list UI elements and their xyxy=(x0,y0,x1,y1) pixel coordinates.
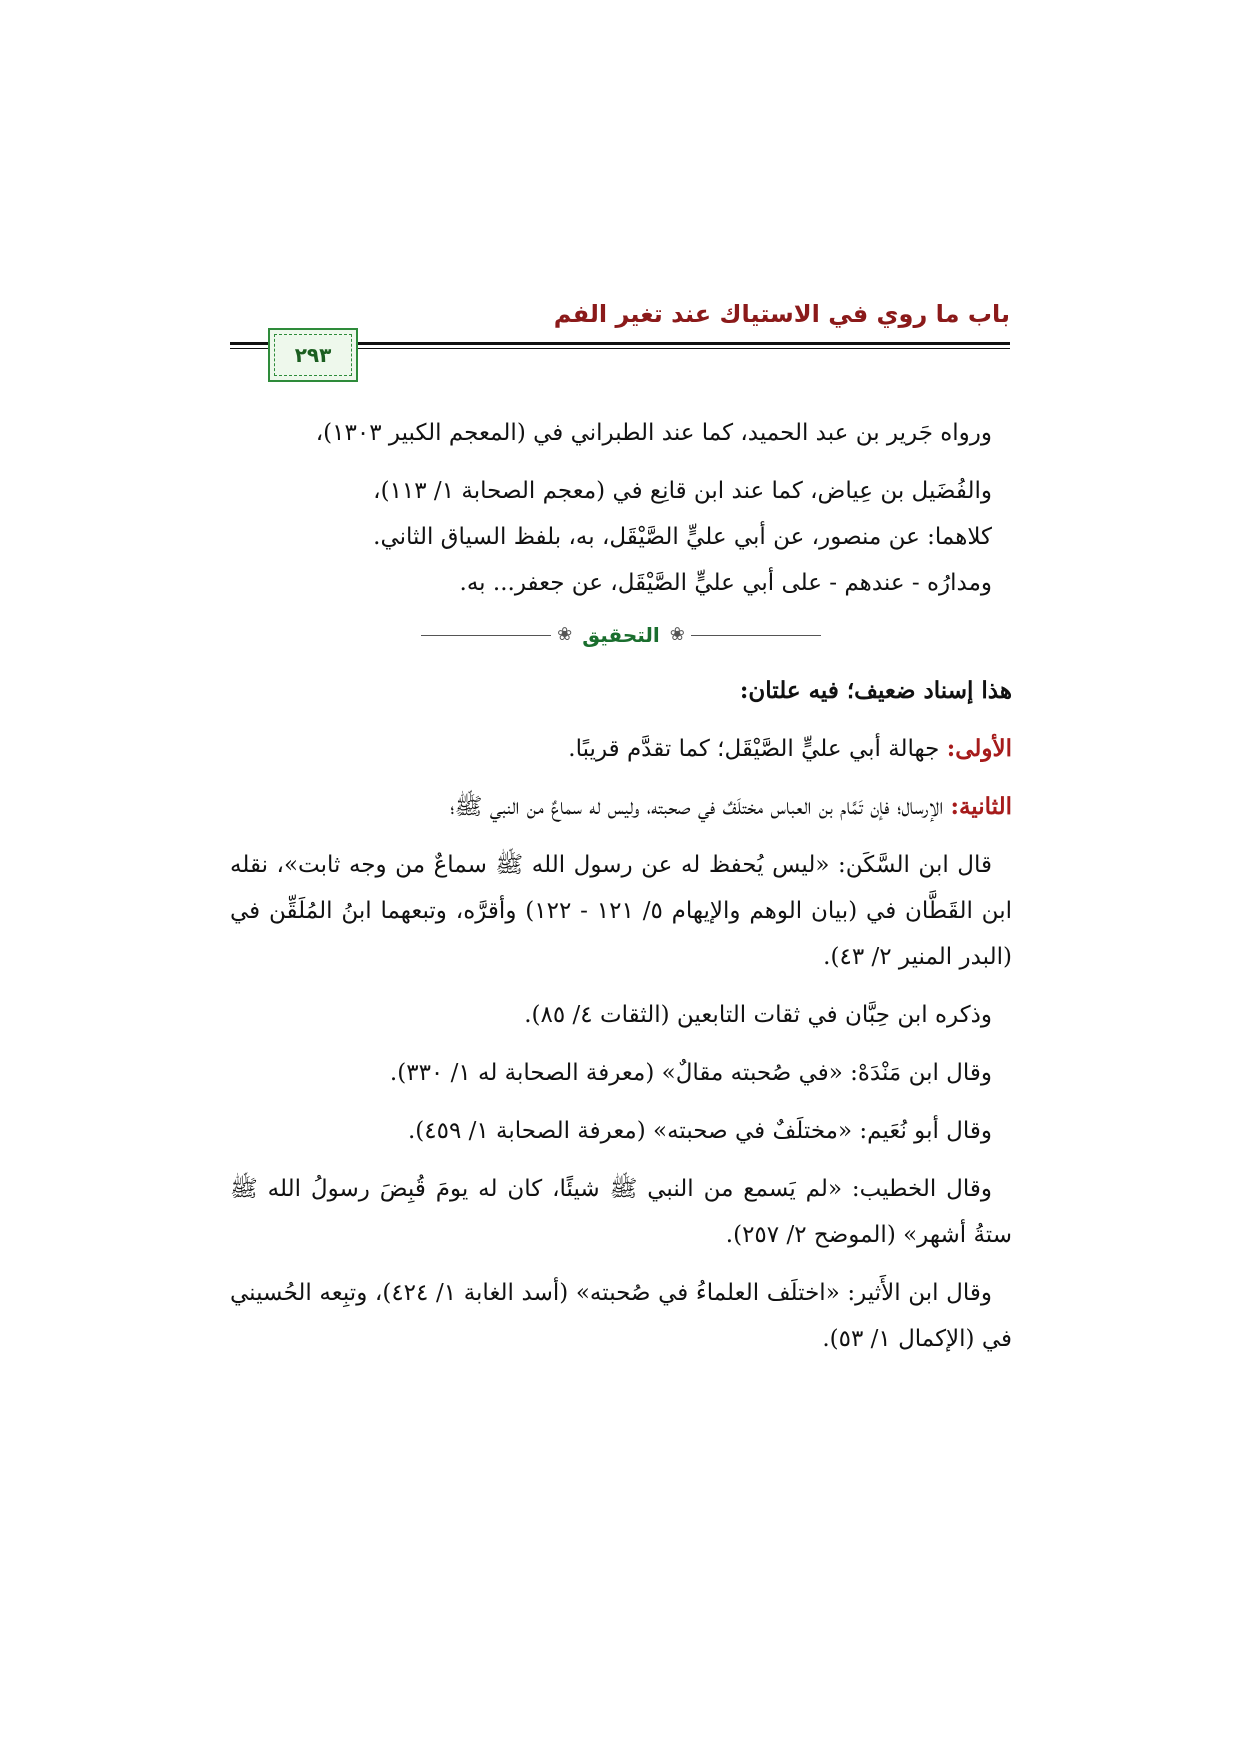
ornament-icon: ❀ xyxy=(669,624,685,645)
quote-khatib: وقال الخطيب: «لم يَسمع من النبي ﷺ شيئًا، كان له يومَ قُبِضَ رسولُ الله ﷺ ستةُ أشهر» (الموضح ٢/ ٢٥٧). xyxy=(230,1176,1012,1248)
second-text: الإرسال؛ فإن تَمَّام بن العباس مختلَفٌ في صحبته، وليس له سماعٌ من النبي ﷺ؛ xyxy=(450,794,944,820)
main-text xyxy=(230,410,1012,1374)
quote-ibn-mandah: وقال ابن مَنْدَهْ: «في صُحبته مقالٌ» (معرفة الصحابة له ١/ ٣٣٠). xyxy=(389,1060,992,1086)
divider-line-left xyxy=(421,635,551,636)
second-label: الثانية: xyxy=(950,793,1012,820)
running-title: باب ما روي في الاستياك عند تغير الفم xyxy=(553,300,1010,328)
ornament-icon: ❀ xyxy=(557,624,573,645)
quote-ibn-hibban: وذكره ابن حِبَّان في ثقات التابعين (الثقات ٤/ ٨٥). xyxy=(524,1002,992,1028)
quote-ibn-sakan: قال ابن السَّكَن: «ليس يُحفظ له عن رسول الله ﷺ سماعٌ من وجه ثابت»، نقله ابن القَطَّان في (بيان الوهم والإيهام ٥/ ١٢١ - ١٢٢) وأقرَّه، وتبعهما ابنُ المُلَقِّن في (البدر المنير ٢/ ٤٣). xyxy=(230,852,1012,970)
page-header xyxy=(230,300,1010,400)
paragraph-jarir: ورواه جَرير بن عبد الحميد، كما عند الطبراني في (المعجم الكبير ١٣٠٣)، xyxy=(315,420,992,446)
quote-ibn-athir: وقال ابن الأَثير: «اختلَف العلماءُ في صُحبته» (أسد الغابة ١/ ٤٢٤)، وتبِعه الحُسيني في (الإكمال ١/ ٥٣). xyxy=(230,1280,1012,1352)
first-defect xyxy=(230,726,1012,772)
second-defect xyxy=(230,784,1012,830)
page-number: ٢٩٣ xyxy=(294,343,332,367)
paragraph-kilahuma: كلاهما: عن منصور، عن أبي عليٍّ الصَّيْقَل، به، بلفظ السياق الثاني. xyxy=(373,524,992,550)
paragraph-fudayl: والفُضَيل بن عِياض، كما عند ابن قانِع في (معجم الصحابة ١/ ١١٣)، xyxy=(373,478,992,504)
first-text: جهالة أبي عليٍّ الصَّيْقَل؛ كما تقدَّم قريبًا. xyxy=(568,736,940,762)
section-divider xyxy=(230,618,1012,652)
paragraph-madaruhu: ومدارُه - عندهم - على أبي عليٍّ الصَّيْقَل، عن جعفر... به. xyxy=(459,570,992,596)
analysis-heading: هذا إسناد ضعيف؛ فيه علتان: xyxy=(739,677,1012,704)
quote-abu-nuaym: وقال أبو نُعَيم: «مختلَفٌ في صحبته» (معرفة الصحابة ١/ ٤٥٩). xyxy=(407,1118,992,1144)
first-label: الأولى: xyxy=(946,735,1012,762)
divider-line-right xyxy=(691,635,821,636)
section-title: التحقيق xyxy=(582,623,660,647)
page-number-badge xyxy=(268,328,358,382)
